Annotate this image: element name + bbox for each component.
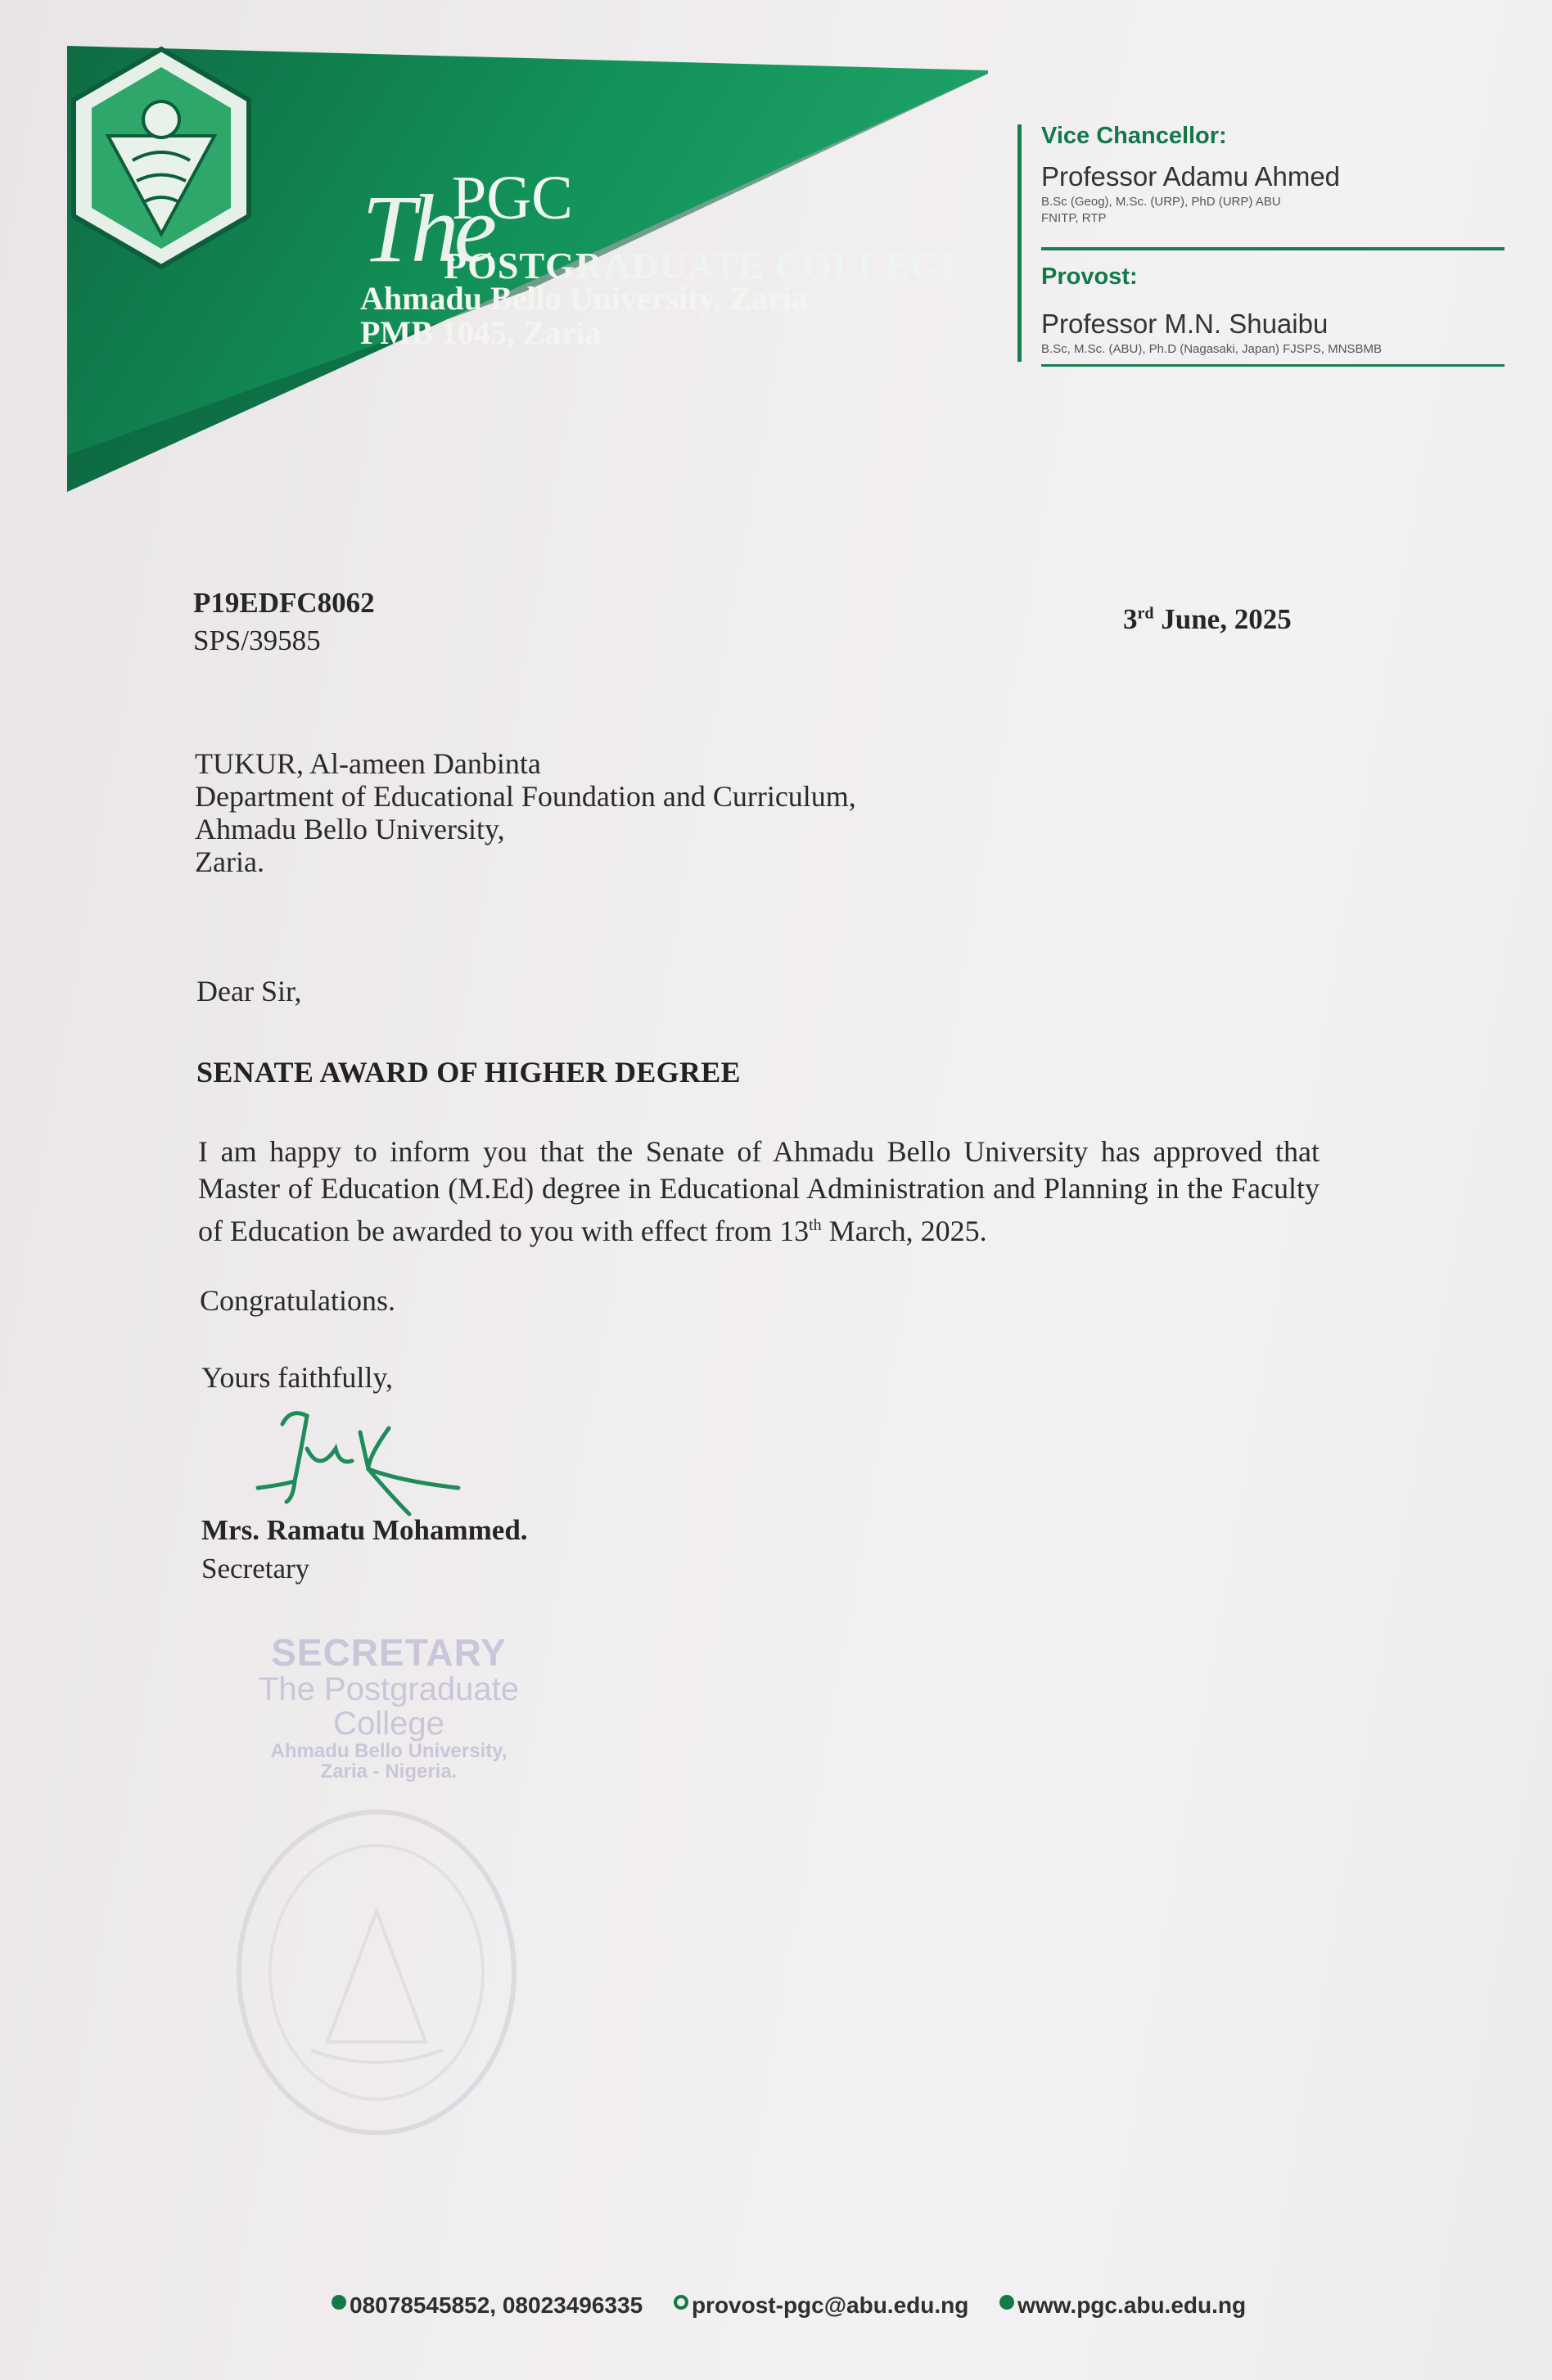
vc-name: Professor Adamu Ahmed (1041, 161, 1341, 192)
officers-block (1041, 123, 1508, 367)
university-address (360, 282, 808, 350)
vc-qualifications (1041, 194, 1508, 226)
university-crest-icon (67, 46, 255, 271)
college-name: POSTGRADUATE COLLEGE (444, 245, 967, 286)
date-suffix: rd (1137, 604, 1154, 623)
globe-icon (999, 2295, 1014, 2310)
embossed-seal-icon (229, 1805, 524, 2140)
reference-number: P19EDFC8062 (193, 587, 375, 619)
vc-quals-line1: B.Sc (Geog), M.Sc. (URP), PhD (URP) ABU (1041, 195, 1281, 209)
pgc-abbreviation: PGC (452, 164, 573, 232)
vc-rule (1041, 247, 1505, 250)
body-text-1: I am happy to inform you that the Senate of Ahmadu Bello University has approved that Master of Education (M.Ed) degree in Educational Administration and Planning in the Faculty of Education be awarded to you with effect from 13 (198, 1135, 1320, 1247)
body-text-2: March, 2025. (821, 1215, 987, 1247)
salutation: Dear Sir, (196, 975, 302, 1007)
congratulations: Congratulations. (200, 1284, 395, 1317)
letter-subject: SENATE AWARD OF HIGHER DEGREE (196, 1056, 741, 1089)
vc-quals-line2: FNITP, RTP (1041, 210, 1107, 225)
footer-phone-text: 08078545852, 08023496335 (350, 2292, 643, 2318)
contact-footer (332, 2292, 1270, 2319)
footer-phone (332, 2292, 643, 2319)
letter-date (1123, 603, 1292, 636)
signature-icon (246, 1391, 475, 1522)
recipient-address (195, 747, 856, 878)
pmb-line: PMB 1045, Zaria (360, 314, 602, 351)
recipient-city: Zaria. (195, 845, 264, 878)
stamp-line3: Ahmadu Bello University, (270, 1740, 508, 1763)
officers-divider (1017, 124, 1022, 362)
date-month-year: June, 2025 (1153, 603, 1292, 635)
body-superscript: th (809, 1216, 822, 1234)
letterhead-banner (67, 46, 992, 492)
date-day: 3 (1123, 603, 1138, 635)
stamp-line1: SECRETARY (271, 1631, 507, 1674)
footer-website-text: www.pgc.abu.edu.ng (1017, 2292, 1247, 2318)
stamp-line2: The Postgraduate College (259, 1671, 519, 1742)
provost-rule (1041, 364, 1505, 367)
secretary-stamp (205, 1633, 573, 1783)
closing: Yours faithfully, (201, 1361, 394, 1394)
footer-website[interactable] (999, 2292, 1246, 2319)
footer-email[interactable] (674, 2292, 968, 2319)
footer-email-text: provost-pgc@abu.edu.ng (691, 2292, 969, 2318)
email-icon (674, 2295, 688, 2310)
provost-name: Professor M.N. Shuaibu (1041, 309, 1329, 339)
reference-block (193, 584, 375, 660)
recipient-name: TUKUR, Al-ameen Danbinta (195, 747, 541, 780)
pgc-script-the: The (362, 175, 492, 282)
signer-title: Secretary (201, 1553, 310, 1584)
signer-name: Mrs. Ramatu Mohammed. (201, 1514, 528, 1546)
sps-number: SPS/39585 (193, 624, 321, 656)
phone-icon (332, 2295, 346, 2310)
recipient-department: Department of Educational Foundation and Curriculum, (195, 780, 856, 813)
stamp-line4: Zaria - Nigeria. (320, 1760, 458, 1783)
recipient-university: Ahmadu Bello University, (195, 813, 505, 845)
letter-body (198, 1134, 1320, 1250)
provost-role: Provost: (1041, 264, 1138, 290)
university-line: Ahmadu Bello University, Zaria (360, 280, 808, 317)
vc-role: Vice Chancellor: (1041, 123, 1227, 149)
provost-qualifications: B.Sc, M.Sc. (ABU), Ph.D (Nagasaki, Japan) FJSPS, MNSBMB (1041, 342, 1382, 356)
